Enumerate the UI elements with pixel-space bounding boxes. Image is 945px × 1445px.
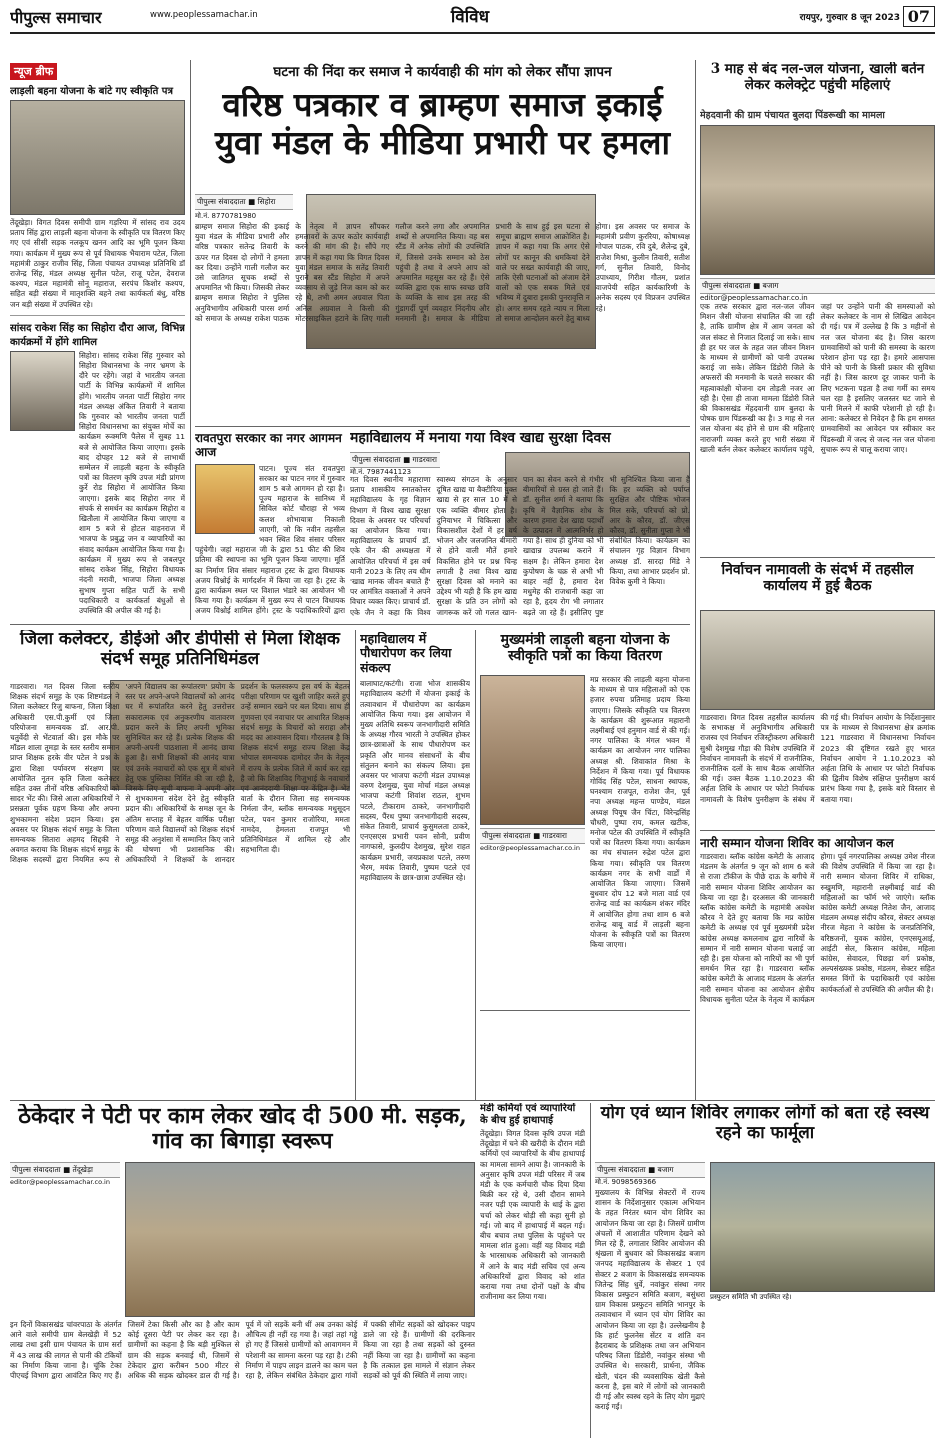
- yoga-body: मुख्यालय के विभिन्न सेक्टरों में राज्य शासन के निर्देशानुसार एकात्म अभियान के तहत निरंतर ध्यान योग शिविर का आयोजन किया जा रहा है। जिसमें ग्रामीण अंचलों में आशातीत परिणाम देखने को मिल रहे हैं, लगातार शिविर आयोजन की श्रृंखला में बुधवार को विकासखंड बजाग जनपद महाविद्यालय के सेक्टर 1 एवं सेक्टर 2 बजाग के विकासखंड समन्वयक जितेन्द्र सिंह धुर्वे, नवांकुर संस्था नगर विकास प्रस्फुटन समिति बजाग, बसुंधरा ग्राम विकास प्रस्फुटन समिति भानपुर के तत्वावधान में ध्यान एवं योग शिविर का आयोजन किया जा रहा है। उल्लेखनीय है कि हार्ट फुलनेस सेंटर व शांति वन हैदराबाद के प्रशिक्षक तथा जन अभियान परिषद जिला डिंडोरी, नवांकुर संस्था भी उपस्थित थे। सरकारी, प्रार्थना, जैविक खेती, चंदन की व्यवसायिक खेती कैसे करना है, इस बारे में लोगों को जानकारी दी गई और स्वस्थ रहने के लिए योग मुद्राएं कराई गईं।: [595, 1188, 705, 1412]
- section-title: विविध: [450, 7, 490, 27]
- col-rule-3: [355, 630, 356, 1100]
- plantation-body: बालाघाट/कटंगी। राजा भोज शासकीय महाविद्यालय कटंगी में योजना इकाई के तत्वावधान में पौधारोपण का कार्यक्रम आयोजित किया गया। इस आयोजन में मुख्य अतिथि स्वरूप जनभागीदारी समिति के अध्यक्ष गौरव भारती ने उपस्थित होकर छात्र-छात्राओं के साथ पौधारोपण कर प्रकृति और मानव संसाधनों के बीच संतुलन बनाने का संकल्प लिया। इस अवसर पर भाजपा कटंगी मंडल उपाध्यक्ष वरुण देशमुख, युवा मोर्चा मंडल अध्यक्ष भाजपा कटंगी शिवांश राठल, शुभम पटले, टीकाराम ठाकरे, जनभागीदारी सदस्य, पैंरथ पुष्पा जनभागीदारी सदस्य, संकेत तिवारी, प्राचार्य कुसुमलता ठाकरे, एनएसएस प्रभारी पवन सोनी, प्रवीण नागफासे, कुलदीप देशमुख, सुरेश राहत कार्यक्रम प्रभारी, जयप्रकाश पटले, तरुण भैरम, मयंक तिवारी, पुष्पम पटले एवं महाविद्यालय के छात्र-छात्रा उपस्थित रहे।: [360, 679, 470, 882]
- food-safety-mobile: मो.नं. 7987441123: [350, 468, 412, 476]
- brief-item1-body: तेंदूखेड़ा। विगत दिवस समीपी ग्राम गड़रिया में सांसद राव उदय प्रताप सिंह द्वारा लाड़ली बहना योजना के स्वीकृति पत्र वितरण किए गए एवं सीसी सड़क नलकूप खनन आदि का भूमि पूजन किया गया। कार्यक्रम में मुख्य रूप से पूर्व विधायक भैयाराम पटेल, जिला महामंत्री ठाकुर राजीव सिंह, जिला पंचायत उपाध्यक्ष प्रतिनिधि डॉ राजेन्द्र सिंह, मंडल अध्यक्ष सुनील पटेल, राजू पटेल, देवराज कश्यप, मंडल महामंत्री सोनू महाराज, सरपंच किशोर कश्यप, सहित बड़ी संख्या में मातृशक्ति बहने तथा कार्यकर्ता बंधु, वरिष्ठ जन बड़ी संख्या में उपस्थित रहे।: [10, 218, 185, 309]
- road-title: ठेकेदार ने पेटी पर काम लेकर खोद दी 500 मी. सड़क, गांव का बिगाड़ा स्वरूप: [18, 1104, 467, 1155]
- food-safety-body: गत दिवस स्थानीय महाराणा प्रताप शासकीय स्नातकोत्तर महाविद्यालय के गृह विज्ञान विभाग में विश्व खाद्य सुरक्षा दिवस के अवसर पर परिचर्चा का आयोजन किया गया। महाविद्यालय के प्राचार्य डॉ. एके जैन की अध्यक्षता में आयोजित परिचर्चा में इस वर्ष यानी 2023 के लिए तय थीम 'खाद्य मानक जीवन बचाते हैं' पर आमंत्रित वक्ताओं ने अपने विचार व्यक्त किए। प्राचार्य डॉ. एके जैन ने कहा कि विश्व स्वास्थ्य संगठन के अनुसार दूषित खाद्य या बैक्टीरिया युक्त खाद्य से हर साल 10 में से एक व्यक्ति बीमार होता है। दुनियाभर में चिकित्सा और विकासशील देशों में हर वर्ष भोजन और जलजनित बीमारी से होने वाली मौतें हमारे विकसित होने पर प्रश्न चिन्ह लगाती है तथा विश्व खाद्य सुरक्षा दिवस को मनाने का उद्देश्य भी यही है कि हम खाद्य सुरक्षा के प्रति उन लोगों को जागरूक करें जो गलत खान-पान का सेवन करने से गंभीर बीमारियों से ग्रस्त हो जाते हैं। डॉ. सुनील शर्मा ने बताया कि कृषि में वैज्ञानिक शोध के कारण हमारा देश खाद्य पदार्थों के उत्पादन में आत्मनिर्भर हो गया है। साथ ही दुनिया को भी खाद्यान्न उपलब्ध कराने में सक्षम है। लेकिन हमारा देश कुपोषण के चक्र से अभी भी बाहर नहीं है, हमारा देश मधुमेह की राजधानी कहा जा रहा है, हृदय रोग भी लगातार बढ़ते जा रहे हैं। इसीलिए पुष्ट भी सुनिश्चित किया जाना है कि हर व्यक्ति को पर्याप्त सुरक्षित और पौष्टिक भोजन मिल सके, परिचर्चा को प्रो. आर के कौरव, डॉ. जीएस कौरव, डॉ. सुनीता गुप्ता ने भी संबोधित किया। कार्यक्रम का संचालन गृह विज्ञान विभाग अध्यक्ष डॉ. सारदा मिंडे ने किया, तथा आभार प्रदर्शन प्रो. विवेक कुमी ने किया।: [350, 475, 690, 617]
- collector-body: गाडरवारा। गत दिवस जिला स्तरीय शिक्षक संदर्भ समूह के एक शिष्टमंडल ने जिला कलेक्टर रिजु बाफना, जिला शिक्षा अधिकारी एस.पी.कुर्मी एवं जिला परियोजना समन्वयक डॉ. आर.पी. चतुर्वेदी से भेंटवार्ता की। इस मौके पर मॉडल शाला तूमड़ा के स्तर स्तरीय सम्मान प्राप्त शिक्षक हरके वीर पटेल ने प्रश्न के द्वारा शिक्षा पर्यावरण संरक्षण पर आयोजित नूतन कृति जिला कलेक्टर सहित उक्त तीनों वरिष्ठ अधिकारियों को सादर भेंट की। जिसे आला अधिकारियों ने प्रसन्नता पूर्वक ग्रहण किया और अपना शुभकामना संदेश प्रदान किया। इस अवसर पर शिक्षक संदर्भ समूह के जिला समन्वयक सितारा अहमद सिद्दकी ने अवगत कराया कि शिक्षक संदर्भ समूह के शिक्षक सदस्यों द्वारा नियमित रूप से 'अपने विद्यालय का रूपांतरण' प्रयोग के स्तर पर अपने-अपने विद्यालयों को आनंद घर में रूपांतरित करने हेतु उत्तरोत्तर सकारात्मक एवं अनुकरणीय वातावरण प्रदान करने के लिए अपनी भूमिका सुनिश्चित कर रहे हैं। प्रत्येक शिक्षक की अपनी-अपनी पाठशाला में आनंद छाया हुआ है। सभी शिक्षकों की आनंद यात्रा एवं उनके नवाचारों को एक सूत्र में बांधने हेतु एक पुस्तिका निर्मित की जा रही है, जिसके लिए सूची बाफना ने अपनी ओर से शुभकामना संदेश देने हेतु स्वीकृति प्रदान की। अधिकारियों के समक्ष जून के अंतिम सप्ताह में बेहतर वार्षिक परीक्षा परिणाम वाले विद्यालयों को शिक्षक संदर्भ समूह की अनुशंसा में सम्मानित किए जाने की घोषणा भी प्रशासनिक की। अधिकारियों ने शिक्षकों के शानदार प्रदर्शन के फलस्वरूप इस वर्ष के बेहतर परीक्षा परिणाम पर खुशी जाहिर करते हुए उन्हें सम्मान रखने पर बल दिया। साथ ही गुणवत्ता एवं नवाचार पर आधारित शिक्षक संदर्भ समूह के विचारों को सराहा और मदद का आश्वासन दिया। गौरतलब है कि शिक्षक संदर्भ समूह राज्य शिक्षा केंद्र भोपाल समन्वयक दामोदर जैन के नेतृत्व में राज्य के प्रत्येक जिले में कार्य कर रहा है जो कि शिक्षाविद गिजुभाई के नवाचारों एवं आनंददायी शिक्षा पर केंद्रित है। भेंट वार्ता के दौरान जिला सह समन्वयक निर्मला जैन, ब्लॉक समन्वयक मधुसूदन पटेल, पवन कुमार राजोरिया, ममता नामदेव, हेमलता राजपूत भी प्रतिनिधिमंडल में शामिल रहे और सहभागिता दी।: [10, 682, 350, 865]
- mandi-body: तेंदूखेड़ा। विगत दिवस कृषि उपज मंडी तेंदूखेड़ा में चने की खरीदी के दौरान मंडी कर्मियों एवं व्यापारियों के बीच हाथापाई का मामला सामने आया है। जानकारी के अनुसार कृषि उपज मंडी परिसर में जब मंडी के एक कर्मचारी चौक दिया दिया बिक्री कर रहे थे, उसी दौरान सामने नजर पड़ी एक व्यापारी के थाई के द्वारा चर्चा को लेकर थोड़ी सी कहा सुनी हो गई। जो बाद में हाथापाई में बदल गई। बीच बचाव तथा पुलिस के पहुंचने पर मामला शांत हुआ। वहीं यह विवाद मंडी के भारसाधक अधिकारी को जानकारी में आने के बाद मंडी सचिव एवं अन्य अधिकारियों द्वारा विवाद को शांत कराया गया तथा दोनों पक्षों के बीच राजीनामा कर लिया गया।: [480, 1129, 585, 1302]
- voter-body: गाडरवारा। विगत दिवस तहसील कार्यालय के सभाकक्ष में अनुविभागीय अधिकारी राजस्व एवं निर्वाचन रजिस्ट्रीकरण अधिकारी सुश्री देशमुख गौड़ा की विशेष उपस्थिति में निर्वाचन नामावली के संदर्भ में राजनीतिक, राजनीतिक दलों के साथ बैठक आयोजित की गई। उक्त बैठक 1.10.2023 की अर्हता तिथि के आधार पर फोटो निर्वाचक नामावली के विशेष पुनरीक्षण के संबंध में की गई थी। निर्वाचन आयोग के निर्देशानुसार पत्र के माध्यम से विधानसभा क्षेत्र क्रमांक 121 गाडरवारा में विधानसभा निर्वाचन 2023 की दृष्टिगत रखते हुए भारत निर्वाचन आयोग ने 1.10.2023 को अर्हता तिथि के आधार पर फोटो निर्वाचक की द्वितीय विशेष संक्षिप्त पुनरीक्षण कार्य प्रारंभ किया गया है, इसके बारे विस्तार से बताया गया।: [700, 713, 935, 804]
- water-byline: पीपुल्स संवाददाता ■ बजाग: [700, 278, 935, 294]
- lead-mobile: मो.नं. 8770781980: [195, 212, 257, 220]
- lead-byline-block: [195, 194, 293, 221]
- rawatpura-body: पाटन। पूज्य संत रावतपुरा सरकार का पाटन नगर में गुरुवार शाम 5 बजे आगमन हो रहा है। पूज्य महाराज के सानिध्य में सिविल कोर्ट चौराहा से भव्य कलश शोभायात्रा निकाली जाएगी, जो कि नवीन तहसील भवन स्थित शिव संसार परिसर पहुंचेगी। जहां महाराज जी के द्वारा 51 फीट की शिव प्रतिमा की स्थापना का भूमि पूजन किया जाएगा। मूर्ति का निर्माण शिव संसार महाराज ट्रस्ट के द्वारा विधायक अजय विश्नोई के मार्गदर्शन में किया जा रहा है। ट्रस्ट के द्वारा कार्यक्रम स्थल पर विशाल भंडारे का आयोजन भी किया गया है। कार्यक्रम में मुख्य रूप से पाटन विधायक अजय विश्नोई शामिल होंगे। ट्रस्ट के पदाधिकारियों द्वारा: [195, 463, 345, 616]
- rawatpura-story: [195, 432, 345, 617]
- rawatpura-photo: [195, 464, 255, 534]
- road-byline: पीपुल्स संवाददाता ■ तेंदूखेड़ा: [10, 1162, 120, 1178]
- ladli-byline-block: [480, 828, 585, 852]
- collector-title: जिला कलेक्टर, डीईओ और डीपीसी से मिला शिक्षक संदर्भ समूह प्रतिनिधिमंडल: [20, 630, 340, 669]
- news-brief: [10, 60, 185, 620]
- brief-photo: [10, 100, 185, 215]
- food-safety-title: महाविद्यालय में मनाया गया विश्व खाद्य सुरक्षा दिवस: [350, 430, 611, 446]
- date-line: रायपुर, गुरुवार 8 जून 2023: [799, 13, 900, 23]
- water-email: editor@peoplessamachar.co.in: [700, 294, 808, 302]
- paper-name: पीपुल्स समाचार: [10, 8, 102, 27]
- ladli-email: editor@peoplessamachar.co.in: [480, 844, 580, 852]
- voter-photo: [700, 610, 935, 710]
- yoga-mobile: मो.नं. 9098569366: [595, 1178, 657, 1186]
- road-email: editor@peoplessamachar.co.in: [10, 1178, 110, 1186]
- header-rule: [10, 32, 935, 34]
- col-rule-2: [695, 60, 696, 1100]
- brief-item1-title: लाड़ली बहना योजना के बांटे गए स्वीकृति पत्र: [10, 86, 173, 97]
- ladli-body: मप्र सरकार की लाड़ली बहना योजना के माध्यम से पात्र महिलाओं को एक हजार रुपया प्रतिमाह प्रदाय किया जाएगा। जिसके स्वीकृति पत्र वितरण के कार्यक्रम की शुरूआत महारानी लक्ष्मीबाई एवं हनुमान वार्ड से की गई। नगर पालिका के मंगल भवन में कार्यक्रम का आयोजन नगर पालिका अध्यक्ष श्री. शिवाकांत मिश्रा के निर्देशन में किया गया। पूर्व विधायक गोविंद सिंह पटेल, साधना स्थापक, घनश्याम राजपूत, राजेश जैन, पूर्व नपा अध्यक्ष महन्त पाण्डेय, मंडल अध्यक्ष पियूष जैन चिंटा, विरेन्द्रसिंह चौधरी, पुष्पा राय, कमल खटीक, मनोज पटेल की उपस्थिति में स्वीकृति पत्रों का वितरण किया गया। कार्यक्रम का मंच संचालन रुद्रेश पटेल द्वारा किया गया। स्वीकृति पत्र वितरण कार्यक्रम नगर के सभी वार्डों में आयोजित किया जाएगा। जिसमें बुधवार दोप 12 बजे माता वार्ड एवं राजेन्द्र वार्ड का कार्यक्रम शंकर मंदिर में आयोजित होगा तथा शाम 6 बजे राजेन्द्र बाबू वार्ड में लाड़ली बहना योजना के स्वीकृति पत्रों का वितरण किया जाएगा।: [590, 675, 690, 950]
- voter-rule: [700, 830, 935, 831]
- water-rule: [700, 557, 935, 558]
- nari-body: गाडरवारा। ब्लॉक कांग्रेस कमेटी के आजाद मंडलम के अंतर्गत 9 जून को शाम 6 बजे से राजा टॉकीज के पीछे दाऊ के बगीचे में नारी सम्मान योजना शिविर आयोजन का किया जा रहा है। दरअसल की जानकारी ब्लॉक कांग्रेस कमेटी के महामंत्री अवधेश कौरव ने देते हुए बताया कि मप्र कांग्रेस कमेटी के अध्यक्ष एवं पूर्व मुख्यमंत्री प्रदेश कांग्रेस अध्यक्ष कमलनाथ द्वारा नारियों के सम्मान में नारी सम्मान योजना चलाई जा रही है। इस योजना को नारियों का भी पूर्ण समर्थन मिल रहा है। गाडरवारा ब्लॉक कांग्रेस कमेटी के आजाद मंडलम के अंतर्गत नारी सम्मान योजना का आयोजन क्षेत्रीय विधायक सुनीता पटेल के नेतृत्व में कार्यक्रम होगा। पूर्व नगरपालिका अध्यक्ष उमेश नीरज की विशेष उपस्थिति में किया जा रहा है। नारी सम्मान योजना शिविर में राधिका, रुखुमणि, महारानी लक्ष्मीबाई वार्ड की महिलाओं का फॉर्म भरे जाएंगे। ब्लॉक कांग्रेस कमेटी अध्यक्ष नितेश जैन, आजाद मंडलम अध्यक्ष संदीप कौरव, सेक्टर अध्यक्ष नीरज मेहता ने कांग्रेस के जनप्रतिनिधि, वरिष्ठजनों, युवक कांग्रेस, एनएसयूआई, आईटी सेल, किसान कांग्रेस, महिला कांग्रेस, सेवादल, पिछड़ा वर्ग प्रकोष्ठ, अल्पसंख्यक प्रकोष्ठ, मंडलम, सेक्टर सहित समस्त विंगों के पदाधिकारी एवं कांग्रेस कार्यकर्ताओं से उपस्थिति की अपील की है।: [700, 852, 935, 1004]
- ladli-body-cont: [480, 850, 585, 1100]
- brief-item2-body: सिहोरा। सांसद राकेश सिंह गुरुवार को सिहोरा विधानसभा के नगर भ्रमण के दौरे पर रहेंगे। जहां वे भारतीय जनता पार्टी के विभिन्न कार्यक्रमों में शामिल होंगे। भारतीय जनता पार्टी सिहोरा नगर मंडल अध्यक्ष अंकित तिवारी ने बताया कि गुरुवार को भारतीय जनता पार्टी सिहोरा विधानसभा का संयुक्त मोर्चे का कार्यक्रम रूक्मणि पैलेस में सुबह 11 बजे से आयोजित किया जाएगा। इसके बाद दोपहर 12 बजे से लाभार्थी सम्मेलन में लाड़ली बहना के स्वीकृति पत्रों का वितरण कृषि उपज मंडी प्रांगण कुर्रे रोड सिहोरा में आयोजित किया जाएगा। इसके बाद सिहोरा नगर में संपर्क से समर्थन का कार्यक्रम सिहोरा व खितौला में आयोजित किया जाएगा व शाम 5 बजे से होटल वाहनराज में भाजपा के प्रबुद्ध जन व व्यापारियों का संवाद कार्यक्रम आयोजित किया गया है। कार्यक्रम में मुख्य रूप से जबलपुर सांसद राकेश सिंह, सिहोरा विधायक नंदनी मरावी, भाजपा जिला अध्यक्ष सुभाष गुप्ता सहित पार्टी के सभी पदाधिकारी व कार्यकर्ता बंधुओं से उपस्थिति की अपील की गई है।: [79, 350, 185, 615]
- voter-title: निर्वाचन नामावली के संदर्भ में तहसील कार्यालय में हुई बैठक: [721, 562, 914, 595]
- water-photo: [700, 125, 935, 275]
- lead-rule: [195, 426, 690, 427]
- ladli-byline: पीपुल्स संवाददाता ■ गाडरवारा: [480, 828, 585, 844]
- mid-rule: [10, 624, 690, 625]
- ladli-photo: [480, 675, 585, 825]
- food-safety-byline-block: [350, 452, 440, 477]
- plantation-title: महाविद्यालय में पौधारोपण कर लिया संकल्प: [360, 632, 452, 675]
- plantation-story: [360, 632, 470, 1100]
- col-rule-1: [190, 60, 191, 620]
- yoga-caption: प्रस्फुटन समिति भी उपस्थित रहे।: [710, 1293, 792, 1301]
- page-number: 07: [903, 6, 935, 27]
- lead-kicker: घटना की निंदा कर समाज ने कार्यवाही की मांग को लेकर सौंपा ज्ञापन: [273, 64, 612, 80]
- brief-tag: न्यूज ब्रीफ: [10, 63, 57, 80]
- ladli-title: मुख्यमंत्री लाड़ली बहना योजना के स्वीकृति पत्रों का किया वितरण: [500, 632, 670, 665]
- yoga-body-cont: [710, 1305, 935, 1438]
- yoga-byline: पीपुल्स संवाददाता ■ बजाग: [595, 1162, 705, 1178]
- rawatpura-title: रावतपुरा सरकार का नगर आगमन आज: [195, 432, 342, 459]
- nari-title: नारी सम्मान योजना शिविर का आयोजन कल: [700, 836, 894, 850]
- lead-byline: पीपुल्स संवाददाता ■ सिहोरा: [195, 194, 293, 210]
- lead-body: ब्राम्हण समाज सिहोरा की इकाई युवा मंडल के मीडिया प्रभारी और वरिष्ठ पत्रकार सतेन्द्र तिवारी के ऊपर गत दिवस दो लोगों ने हमला कर दिया। उन्होंने गाली गलौज कर उसे जातिगत सूचक शब्दों से अपमानित भी किया। जिसकी लेकर ब्राम्हण समाज सिहोरा ने पुलिस अनुविभागीय अधिकारी पारस शर्मा को समाज के अध्यक्ष राकेश पाठक के नेतृत्व में ज्ञापन सौंपकर हमलावरों के ऊपर कठोर कार्यवाही करने की मांग की है। सौंपे गए ज्ञापन में कहा गया कि विगत दिवस युवा मंडल समाज के सतेंद्र तिवारी पुराने बस स्टैंड सिहोरा में अपने व्यवसाय से जुड़े निज काम को कर रहे थे, तभी अमन अग्रवाल पिता अनिल अग्रवाल ने किसी की मोटरसाइकिल हटाने के लिए गाली गलौज करने लगा और अपमानित शब्दों से अपमानित किया। वह बस स्टैंड में अनेक लोगों की उपस्थिति में, जिससे उनके सम्मान को ठेस पहुंची है तथा वे अपने आप को अपमानित महसूस कर रहे हैं। ऐसे व्यक्ति द्वारा एक साफ स्वच्छ छवि के व्यक्ति के साथ इस तरह की गुंडागर्दी पूर्ण व्यवहार निंदनीय और मनमानी है। समाज के मीडिया प्रभारी के साथ हुई इस घटना से समूचा ब्राह्मण समाज आक्रोशित है। ज्ञापन में कहा गया कि अगर ऐसे लोगों पर कानून की धमकियां देने वाले पर सख्त कार्यवाही की जाए, ताकि ऐसी घटनाओं को अंजाम देने वालों को एक सबक मिले एवं भविष्य में दुबारा इसकी पुनरावृत्ति न हो। अगर समय रहते न्याय न मिला तो समाज आन्दोलन करने हेतु बाध्य होगा। इस अवसर पर समाज के महामंत्री प्रवीण कुररिया, कोषाध्यक्ष गोपाल पाठक, रवि दुबे, शैलेन्द्र दुबे, राजेश मिश्रा, कुलीन तिवारी, सतीश गर्ग, सुनील तिवारी, विनोद उपाध्याय, गिरीश गौतम, प्रशांत वाजपेयी सहित कार्यकारिणी के अनेक सदस्य एवं विप्रजन उपस्थित रहे।: [195, 222, 690, 323]
- food-safety-byline: पीपुल्स संवाददाता ■ गाडरवारा: [350, 452, 440, 468]
- brief-item2-title: सांसद राकेश सिंह का सिहोरा दौरा आज, विभिन्न कार्यक्रमों में होंगे शामिल: [10, 315, 185, 348]
- mandi-story: [480, 1103, 585, 1433]
- yoga-byline-block: [595, 1162, 705, 1187]
- col-rule-4: [475, 630, 476, 1100]
- mp-photo: [10, 351, 75, 431]
- yoga-photo: [710, 1162, 935, 1292]
- bottom-rule: [10, 1100, 935, 1101]
- col-rule-5: [590, 1103, 591, 1438]
- water-title: 3 माह से बंद नल-जल योजना, खाली बर्तन लेकर कलेक्ट्रेट पहुंची महिलाएं: [710, 62, 925, 93]
- lead-headline: वरिष्ठ पत्रकार व ब्राम्हण समाज इकाई युवा मंडल के मीडिया प्रभारी पर हमला: [214, 86, 671, 162]
- water-body: एक तरफ सरकार द्वारा नल-जल जीवन मिशन जैसी योजना संचालित की जा रही है, ताकि ग्रामीण क्षेत्र में आम जनता को जल संकट से निजात दिलाई जा सके। साथ ही हर घर जल के तहत जल जीवन मिशन के माध्यम से ग्रामीणों को पानी उपलब्ध कराई जा सके। लेकिन डिंडोरी जिले के अफसरों की मनमानी के चलते सरकार की महत्वाकांक्षी योजना दम तोड़ती नजर आ रही है। ऐसा ही ताजा मामला डिंडोरी जिले की विकासखंड मेंहदवानी ग्राम बुलदा के पोषक ग्राम पिंडरूखी का है। 3 माह से नल जल योजना बंद होने से ग्राम की महिलाएं नाराजगी व्यक्त करते हुए भारी संख्या में खाली बर्तन लेकर कलेक्टर कार्यालय पहुंचे, जहां पर उन्होंने पानी की समस्याओं को लेकर कलेक्टर के नाम से लिखित आवेदन दी गई। पत्र में उल्लेख है कि 3 महीनों से नल जल योजना बंद है। जिस कारण ग्रामवासियों को पानी की समस्या के कारण परेशान होना पड़ रहा है। हमारे आसपास पीने को पानी के किसी प्रकार की सुविधा नहीं है। जिस कारण दूर जाकर पानी के लिए भटकना पड़ता है तथा गर्मी का समय चल रहा है इसलिए जलस्तर घट जाने से पानी मिलने में काफी परेशानी हो रही है। आना: कलेक्टर से निवेदन है कि हम समस्त ग्रामवासियों का आवेदन पत्र स्वीकार कर पिंडरूखी में जल्द से जल्द नल जल योजना सुचारू रूप से चालू कराया जाए।: [700, 302, 935, 454]
- road-body: इन दिनों विकासखंड चांवरपाठा के अंतर्गत आने वाले समीपी ग्राम बेलखेड़ी में 52 लाख तथा इसी ग्राम पंचायत के ग्राम सर्रा में 43 लाख की लागत से पानी की टंकियों का निर्माण किया जाना है। चूंकि टेका पीएचई विभाग द्वारा आवंटित किए गए हैं। जिसमें टेका किसी और का है और काम कोई दूसरा पेटी पर लेकर कर रहा है। ग्रामीणों का कहना है कि बड़ी मुश्किल से ग्राम की सड़क बनवाई थी, जिसमें से टेकेदार द्वारा करीबन 500 मीटर से अधिक की सड़क खोदकर डाल दी गई है। पूर्व में जो सड़कें बनी थीं अब उनका कोई औचित्य ही नहीं रह गया है। जहां तहां गड्ढे हो गए हैं जिससे ग्रामीणों को आवागमन में परेशानी का सामना करना पड़ रहा है। टंकी निर्माण में पाइप लाइन डालने का काम चल रहा है, लेकिन संबंधित ठेकेदार द्वारा गांवों में पक्की सीमेंट सड़कों को खोदकर पाइप डाले जा रहे हैं। ग्रामीणों की दरकिनार किया जा रहा है तथा सड़कों को दुरुस्त नहीं किया जा रहा है। ग्रामीणों का कहना है कि तत्काल इस मामले में संज्ञान लेकर सड़कों को पूर्व की स्थिति में लाया जाए।: [10, 1320, 475, 1381]
- website: www.peoplessamachar.in: [150, 10, 258, 20]
- mandi-rule: [480, 1010, 690, 1011]
- road-byline-block: [10, 1162, 120, 1186]
- yoga-title: योग एवं ध्यान शिविर लगाकर लोगों को बता रहे स्वस्थ रहने का फार्मूला: [600, 1104, 930, 1143]
- water-subtitle: मेहदवानी की ग्राम पंचायत बुलदा पिंडरूखी का मामला: [700, 110, 885, 121]
- road-photo: [125, 1162, 475, 1317]
- mandi-title: मंडी कर्मियों एवं व्यापारियों के बीच हुई हाथापाई: [480, 1103, 576, 1126]
- water-byline-block: [700, 278, 935, 302]
